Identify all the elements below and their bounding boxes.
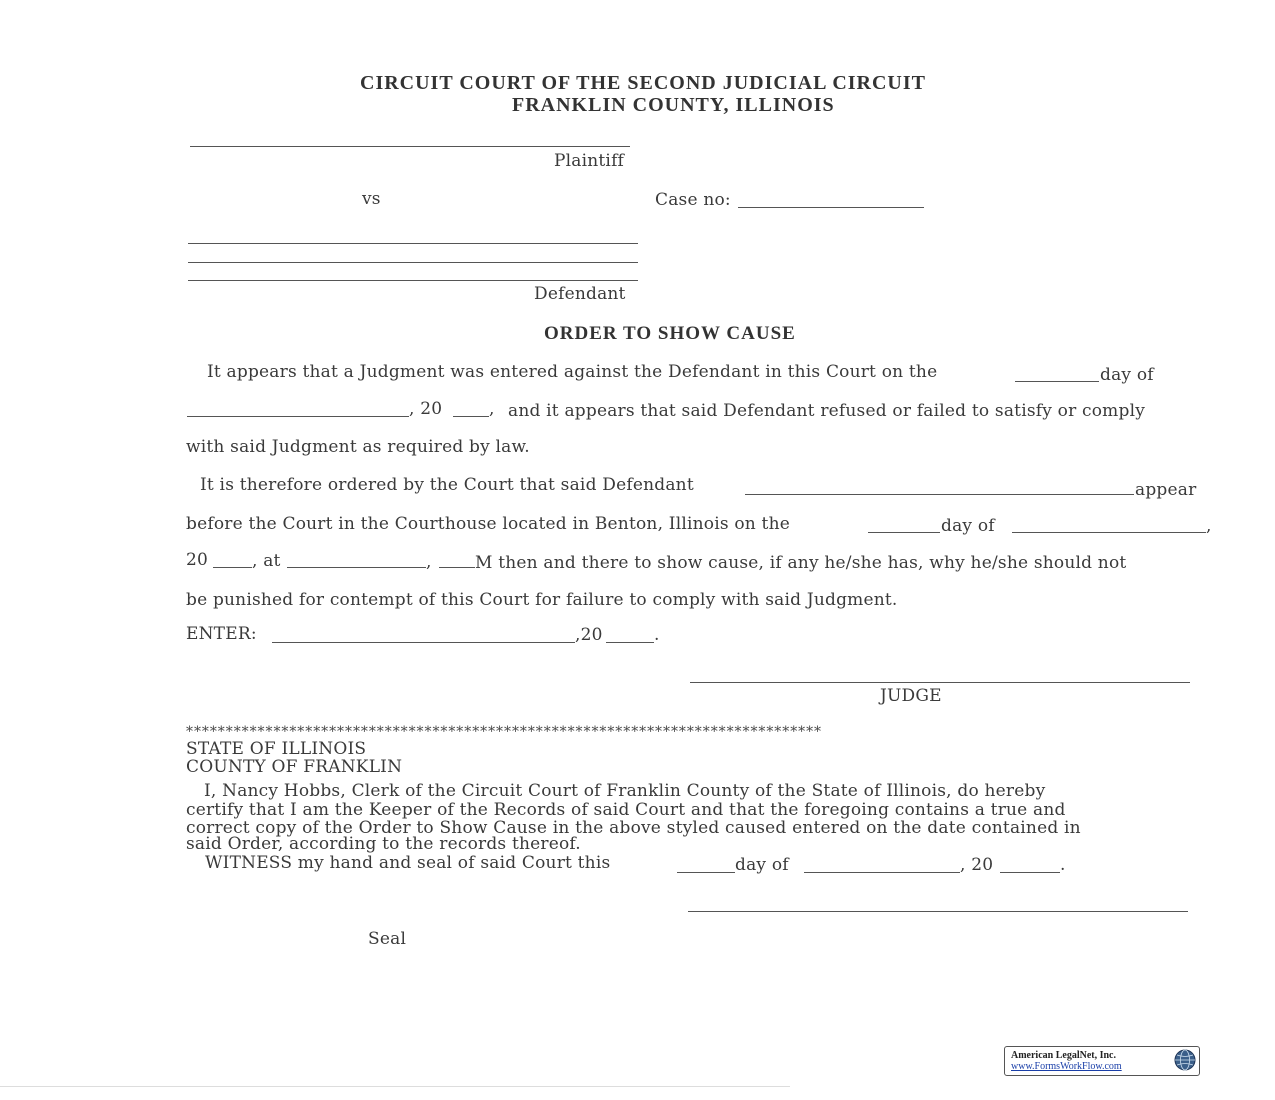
hearing-ampm-line[interactable] bbox=[439, 567, 475, 568]
seal-label: Seal bbox=[368, 929, 407, 949]
p2-text-e: , bbox=[1206, 516, 1212, 536]
p1-text-c: , 20 bbox=[409, 399, 443, 419]
plaintiff-name-line[interactable] bbox=[190, 146, 630, 147]
enter-year-label: ,20 bbox=[575, 625, 603, 645]
badge-url[interactable]: www.FormsWorkFlow.com bbox=[1011, 1061, 1122, 1072]
cert-county: COUNTY OF FRANKLIN bbox=[186, 757, 403, 777]
plaintiff-label: Plaintiff bbox=[554, 151, 625, 171]
vs-label: vs bbox=[362, 189, 381, 209]
case-no-line[interactable] bbox=[738, 207, 924, 208]
witness-text-a: WITNESS my hand and seal of said Court this bbox=[205, 853, 611, 873]
clerk-signature-line[interactable] bbox=[688, 911, 1188, 912]
enter-period: . bbox=[654, 625, 660, 645]
judge-label: JUDGE bbox=[880, 686, 942, 706]
p2-text-i: M then and there to show cause, if any he/she has, why he/she should not bbox=[475, 553, 1127, 573]
enter-year-line[interactable] bbox=[606, 642, 654, 643]
p1-text-f: with said Judgment as required by law. bbox=[186, 437, 530, 457]
defendant-line-1[interactable] bbox=[188, 243, 638, 244]
p2-text-f: 20 bbox=[186, 550, 209, 570]
p2-text-d: day of bbox=[941, 516, 995, 536]
cert-state: STATE OF ILLINOIS bbox=[186, 739, 367, 759]
hearing-time-line[interactable] bbox=[287, 567, 426, 568]
hearing-year-line[interactable] bbox=[213, 567, 252, 568]
footer-badge[interactable] bbox=[1004, 1046, 1200, 1076]
county-name: FRANKLIN COUNTY, ILLINOIS bbox=[512, 94, 835, 116]
witness-period: . bbox=[1060, 855, 1066, 875]
asterisk-separator: ******************************************************************************** bbox=[186, 724, 822, 740]
witness-month-line[interactable] bbox=[804, 872, 960, 873]
cert-line-1: I, Nancy Hobbs, Clerk of the Circuit Court of Franklin County of the State of Illinois, do hereby bbox=[204, 781, 1046, 801]
defendant-name-line[interactable] bbox=[745, 494, 1134, 495]
cert-line-4: said Order, according to the records thereof. bbox=[186, 834, 581, 854]
globe-icon bbox=[1174, 1049, 1196, 1071]
cert-line-2: certify that I am the Keeper of the Records of said Court and that the foregoing contains a true and bbox=[186, 800, 1066, 820]
case-no-label: Case no: bbox=[655, 190, 731, 210]
p2-text-b: appear bbox=[1135, 480, 1197, 500]
badge-company: American LegalNet, Inc. bbox=[1011, 1050, 1116, 1061]
witness-text-c: , 20 bbox=[960, 855, 994, 875]
p1-text-e: and it appears that said Defendant refused or failed to satisfy or comply bbox=[508, 401, 1146, 421]
p1-text-d: , bbox=[489, 399, 495, 419]
judgment-year-line[interactable] bbox=[453, 416, 489, 417]
p2-text-g: , at bbox=[252, 551, 281, 571]
court-name: CIRCUIT COURT OF THE SECOND JUDICIAL CIRCUIT bbox=[360, 72, 926, 94]
witness-text-b: day of bbox=[735, 855, 789, 875]
p2-text-a: It is therefore ordered by the Court that said Defendant bbox=[200, 475, 694, 495]
defendant-label: Defendant bbox=[534, 284, 626, 304]
p1-text-b: day of bbox=[1100, 365, 1154, 385]
p1-text-a: It appears that a Judgment was entered against the Defendant in this Court on the bbox=[207, 362, 938, 382]
judgment-day-line[interactable] bbox=[1015, 381, 1099, 382]
enter-date-line[interactable] bbox=[272, 642, 575, 643]
defendant-line-3[interactable] bbox=[188, 280, 638, 281]
order-title: ORDER TO SHOW CAUSE bbox=[544, 323, 796, 344]
judgment-month-line[interactable] bbox=[187, 416, 409, 417]
p2-text-c: before the Court in the Courthouse located in Benton, Illinois on the bbox=[186, 514, 790, 534]
witness-day-line[interactable] bbox=[677, 872, 735, 873]
judge-signature-line[interactable] bbox=[690, 682, 1190, 683]
p2-text-j: be punished for contempt of this Court for failure to comply with said Judgment. bbox=[186, 590, 898, 610]
scan-edge-line bbox=[0, 1086, 790, 1087]
witness-year-line[interactable] bbox=[1000, 872, 1060, 873]
hearing-day-line[interactable] bbox=[868, 532, 940, 533]
defendant-line-2[interactable] bbox=[188, 262, 638, 263]
enter-label: ENTER: bbox=[186, 624, 257, 644]
cert-line-3: correct copy of the Order to Show Cause in the above styled caused entered on the date contained in bbox=[186, 818, 1081, 838]
hearing-month-line[interactable] bbox=[1012, 532, 1206, 533]
p2-text-h: , bbox=[426, 552, 432, 572]
